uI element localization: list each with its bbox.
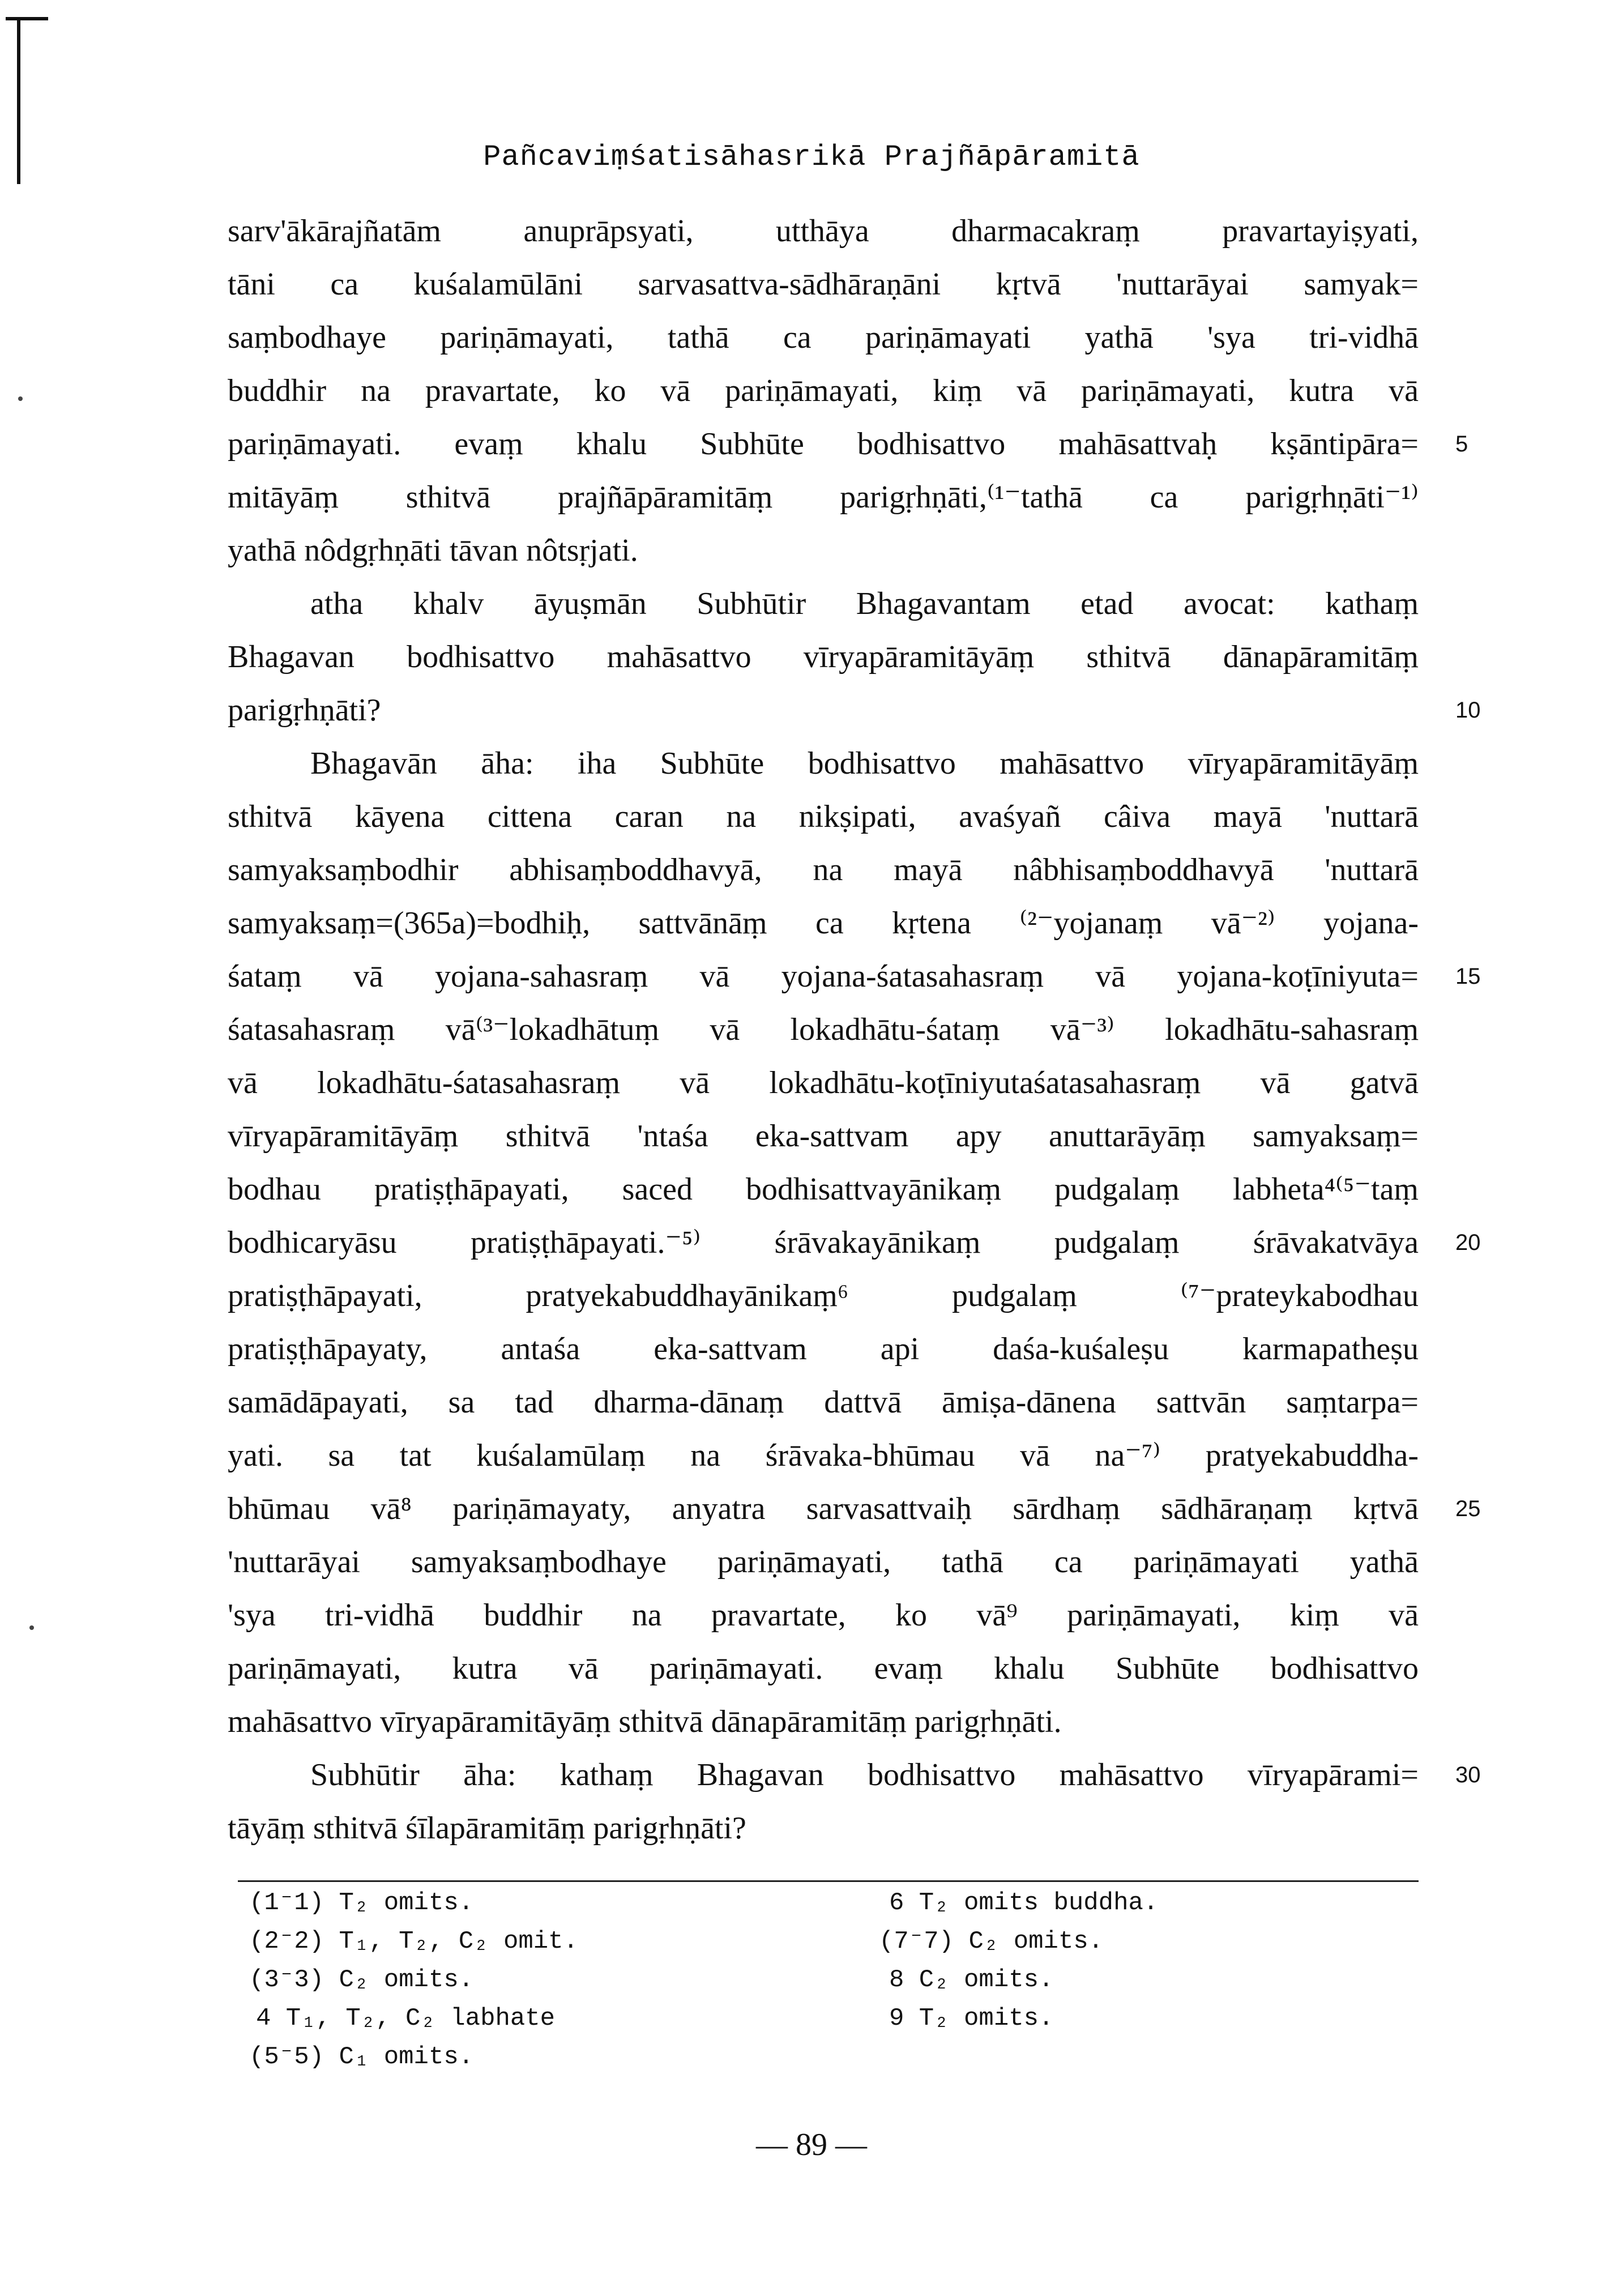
text-line: sthitvā kāyena cittena caran na nikṣipati, avaśyañ câiva mayā 'nuttarā [228,799,1419,834]
footnote: (7⁻7) C₂ omits. [879,1927,1104,1956]
text-line: pariṇāmayati. evaṃ khalu Subhūte bodhisattvo mahāsattvaḥ kṣāntipāra= [228,426,1419,462]
footnote: 4 T₁, T₂, C₂ labhate [256,2004,556,2033]
text-line: bodhau pratiṣṭhāpayati, saced bodhisattvayānikaṃ pudgalaṃ labheta⁴⁽⁵⁻taṃ [228,1172,1419,1207]
line-number: 10 [1455,698,1481,723]
text-line: sarv'ākārajñatām anuprāpsyati, utthāya dharmacakraṃ pravartayiṣyati, [228,214,1419,249]
footnote: 8 C₂ omits. [889,1966,1054,1994]
text-line: mitāyāṃ sthitvā prajñāpāramitāṃ parigṛhṇāti,⁽¹⁻tathā ca parigṛhṇāti⁻¹⁾ [228,480,1419,515]
footnote: (1⁻1) T₂ omits. [249,1889,474,1917]
text-line: saṃbodhaye pariṇāmayati, tathā ca pariṇāmayati yathā 'sya tri-vidhā [228,320,1419,355]
text-line: śataṃ vā yojana-sahasraṃ vā yojana-śatasahasraṃ vā yojana-koṭīniyuta= [228,959,1419,994]
text-line: mahāsattvo vīryapāramitāyāṃ sthitvā dānapāramitāṃ parigṛhṇāti. [228,1704,1062,1739]
text-line: vīryapāramitāyāṃ sthitvā 'ntaśa eka-sattvam apy anuttarāyāṃ samyaksaṃ= [228,1119,1419,1154]
text-line: bodhicaryāsu pratiṣṭhāpayati.⁻⁵⁾ śrāvakayānikaṃ pudgalaṃ śrāvakatvāya [228,1225,1419,1260]
text-line: parigṛhṇāti? [228,693,381,728]
crop-mark-horizontal [6,17,48,20]
text-line: 'nuttarāyai samyaksaṃbodhaye pariṇāmayati, tathā ca pariṇāmayati yathā [228,1544,1419,1580]
text-line: samādāpayati, sa tad dharma-dānaṃ dattvā āmiṣa-dānena sattvān saṃtarpa= [228,1385,1419,1420]
text-line: Subhūtir āha: kathaṃ Bhagavan bodhisattvo mahāsattvo vīryapārami= [310,1757,1419,1793]
text-line: tāni ca kuśalamūlāni sarvasattva-sādhāraṇāni kṛtvā 'nuttarāyai samyak= [228,267,1419,302]
running-title: Pañcaviṃśatisāhasrikā Prajñāpāramitā [483,140,1140,174]
text-line: pariṇāmayati, kutra vā pariṇāmayati. evaṃ khalu Subhūte bodhisattvo [228,1651,1419,1686]
text-line: Bhagavan bodhisattvo mahāsattvo vīryapāramitāyāṃ sthitvā dānapāramitāṃ [228,639,1419,675]
text-line: bhūmau vā⁸ pariṇāmayaty, anyatra sarvasattvaiḥ sārdhaṃ sādhāraṇaṃ kṛtvā [228,1491,1419,1526]
line-number: 25 [1455,1496,1481,1521]
text-line: samyaksaṃ=(365a)=bodhiḥ, sattvānāṃ ca kṛtena ⁽²⁻yojanaṃ vā⁻²⁾ yojana- [228,906,1419,941]
footnote: (5⁻5) C₁ omits. [249,2043,474,2071]
scan-speck [18,396,23,401]
line-number: 5 [1455,432,1468,456]
text-line: pratiṣṭhāpayati, pratyekabuddhayānikaṃ⁶ pudgalaṃ ⁽⁷⁻prateykabodhau [228,1278,1419,1313]
line-number: 20 [1455,1230,1481,1255]
text-line: atha khalv āyuṣmān Subhūtir Bhagavantam etad avocat: kathaṃ [310,586,1419,621]
footnote: 9 T₂ omits. [889,2004,1054,2033]
text-line: Bhagavān āha: iha Subhūte bodhisattvo mahāsattvo vīryapāramitāyāṃ [310,746,1419,781]
line-number: 15 [1455,964,1481,989]
text-line: yathā nôdgṛhṇāti tāvan nôtsṛjati. [228,533,638,568]
footnote: (2⁻2) T₁, T₂, C₂ omit. [249,1927,578,1956]
page-number: — 89 — [756,2127,867,2162]
text-line: 'sya tri-vidhā buddhir na pravartate, ko vā⁹ pariṇāmayati, kiṃ vā [228,1598,1419,1633]
text-line: vā lokadhātu-śatasahasraṃ vā lokadhātu-koṭīniyutaśatasahasraṃ vā gatvā [228,1065,1419,1100]
footnote-rule [238,1880,1419,1882]
footnote: 6 T₂ omits buddha. [889,1889,1159,1917]
text-line: pratiṣṭhāpayaty, antaśa eka-sattvam api daśa-kuśaleṣu karmapatheṣu [228,1331,1419,1367]
text-line: tāyāṃ sthitvā śīlapāramitāṃ parigṛhṇāti? [228,1811,746,1846]
footnote: (3⁻3) C₂ omits. [249,1966,474,1994]
text-line: śatasahasraṃ vā⁽³⁻lokadhātuṃ vā lokadhātu-śataṃ vā⁻³⁾ lokadhātu-sahasraṃ [228,1012,1419,1047]
text-line: samyaksaṃbodhir abhisaṃboddhavyā, na mayā nâbhisaṃboddhavyā 'nuttarā [228,852,1419,887]
text-line: yati. sa tat kuśalamūlaṃ na śrāvaka-bhūmau vā na⁻⁷⁾ pratyekabuddha- [228,1438,1419,1473]
scan-speck [29,1625,34,1630]
text-line: buddhir na pravartate, ko vā pariṇāmayati, kiṃ vā pariṇāmayati, kutra vā [228,373,1419,408]
line-number: 30 [1455,1762,1481,1787]
